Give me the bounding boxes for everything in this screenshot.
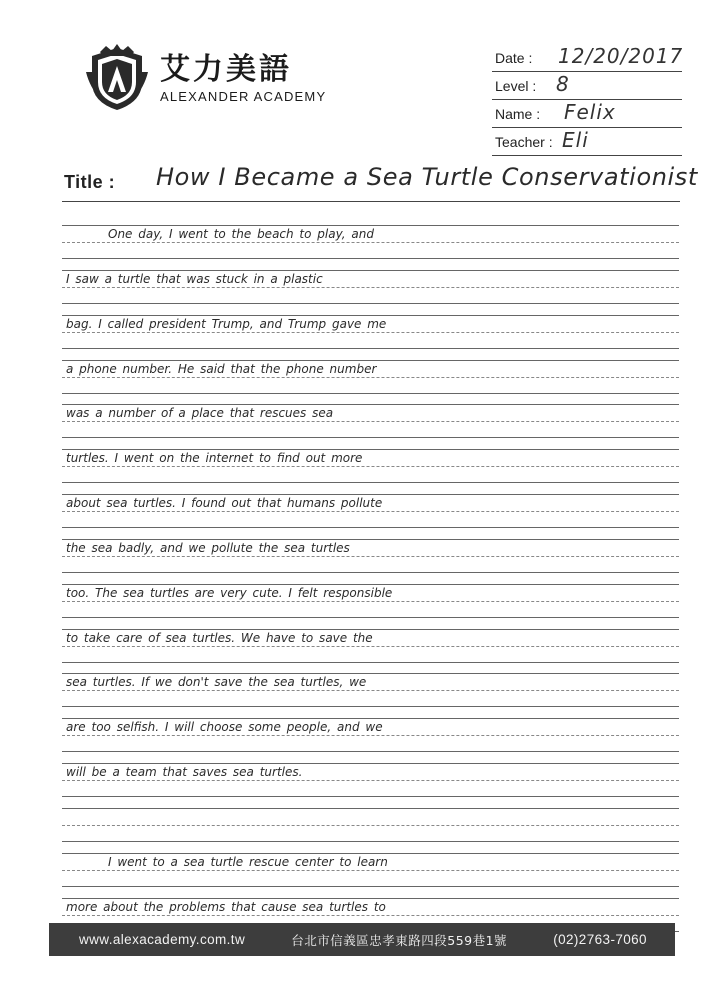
essay-line: [62, 714, 679, 759]
essay-line-text: the sea badly, and we pollute the sea turtles: [66, 540, 350, 555]
essay-line-text: will be a team that saves sea turtles.: [66, 765, 303, 780]
academy-logo: [82, 42, 326, 114]
name-label: Name :: [495, 106, 541, 122]
level-field: [492, 74, 682, 102]
essay-line: [62, 580, 679, 625]
essay-line: [62, 221, 679, 266]
level-value: 8: [556, 72, 570, 96]
title-label: Title :: [64, 172, 116, 192]
essay-line-text: One day, I went to the beach to play, and: [108, 227, 374, 241]
essay-line-text: about sea turtles. I found out that humans pollute: [66, 496, 383, 511]
essay-line-text: to take care of sea turtles. We have to save the: [66, 630, 373, 645]
essay-title: How I Became a Sea Turtle Conservationist: [156, 163, 698, 191]
crest-icon: [82, 42, 152, 114]
teacher-underline: [492, 155, 682, 156]
footer-bar: [49, 923, 675, 956]
essay-line: [62, 535, 679, 580]
essay-line: [62, 266, 679, 311]
brand-english-name: ALEXANDER ACADEMY: [160, 88, 327, 104]
date-underline: [492, 71, 682, 72]
essay-line-text: turtles. I went on the internet to find out more: [66, 451, 363, 466]
name-value: Felix: [564, 100, 616, 124]
essay-line-text: bag. I called president Trump, and Trump gave me: [66, 316, 387, 331]
essay-line: [62, 625, 679, 670]
essay-line-text: a phone number. He said that the phone number: [66, 361, 377, 376]
date-label: Date :: [495, 50, 533, 66]
teacher-label: Teacher :: [495, 134, 553, 150]
essay-line: [62, 669, 679, 714]
essay-line-text: sea turtles. If we don't save the sea turtles, we: [66, 675, 367, 690]
footer-phone: (02)2763-7060: [553, 932, 647, 947]
essay-line: [62, 759, 679, 804]
essay-line-text: too. The sea turtles are very cute. I felt responsible: [66, 585, 393, 600]
essay-line-text: I saw a turtle that was stuck in a plastic: [66, 271, 323, 286]
footer-website: www.alexacademy.com.tw: [79, 932, 246, 947]
teacher-value: Eli: [562, 128, 589, 152]
essay-line: [62, 445, 679, 490]
teacher-field: [492, 130, 682, 158]
student-info-block: [492, 46, 682, 158]
essay-line-text: was a number of a place that rescues sea: [66, 406, 334, 421]
brand-chinese-name: 艾力美語: [160, 51, 292, 87]
essay-line-text: I went to a sea turtle rescue center to learn: [108, 854, 388, 869]
title-underline: [62, 201, 680, 202]
essay-line: [62, 356, 679, 401]
essay-line-text: are too selfish. I will choose some people, and we: [66, 720, 383, 735]
footer-address: 台北市信義區忠孝東路四段559巷1號: [291, 932, 508, 948]
essay-line: [62, 804, 679, 849]
name-field: [492, 102, 682, 130]
essay-line-text: more about the problems that cause sea turtles to: [66, 899, 386, 914]
date-field: [492, 46, 682, 74]
date-value: 12/20/2017: [558, 44, 684, 68]
essay-line: [62, 400, 679, 445]
essay-line: [62, 849, 679, 894]
essay-body: [62, 221, 679, 939]
essay-line: [62, 311, 679, 356]
level-label: Level :: [495, 78, 537, 94]
essay-line: [62, 490, 679, 535]
